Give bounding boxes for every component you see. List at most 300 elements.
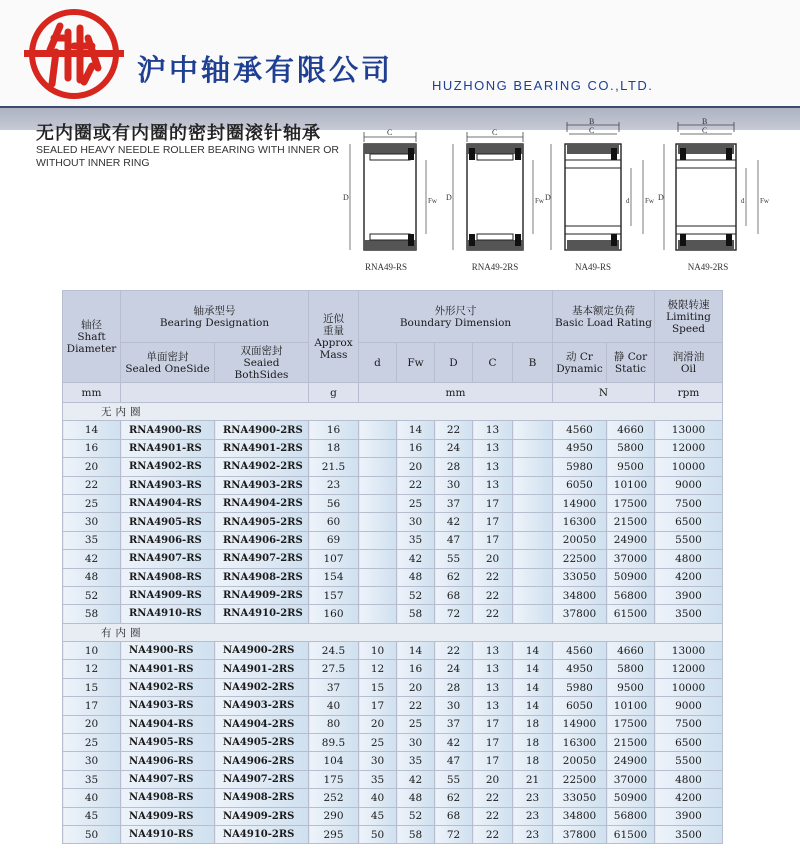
cell-dim-D: 47 [435,752,473,770]
cell-oil-speed: 5500 [655,531,723,549]
cell-dynamic-load: 5980 [553,678,607,696]
header-dynamic [553,343,607,383]
cell-static-load: 61500 [607,825,655,843]
header-boundary-en: Boundary Dimension [399,316,512,329]
cell-dim-c: 20 [473,550,513,568]
cell-dim-b [513,531,553,549]
cell-dim-b: 18 [513,734,553,752]
cell-dim-D: 62 [435,568,473,586]
cell-mass: 252 [309,789,359,807]
cell-mass: 157 [309,586,359,604]
cell-dim-D: 72 [435,605,473,623]
cell-oil-speed: 9000 [655,697,723,715]
table-row [63,421,723,439]
cell-double-seal-designation: NA4900-2RS [215,642,309,660]
cell-double-seal-designation: NA4908-2RS [215,789,309,807]
header-load-en: Basic Load Rating [554,316,653,329]
cell-dim-fw: 14 [397,421,435,439]
header-dim-D: D [435,343,473,383]
cell-shaft-diameter: 45 [63,807,121,825]
cell-dim-d [359,568,397,586]
cell-dim-c: 20 [473,770,513,788]
table-row [63,825,723,843]
cell-shaft-diameter: 35 [63,531,121,549]
cell-mass: 89.5 [309,734,359,752]
cell-dim-b [513,568,553,586]
cell-shaft-diameter: 17 [63,697,121,715]
header-speed [655,291,723,343]
cell-shaft-diameter: 25 [63,734,121,752]
cell-mass: 154 [309,568,359,586]
cell-mass: 104 [309,752,359,770]
cell-dim-fw: 52 [397,807,435,825]
cell-static-load: 37000 [607,550,655,568]
cell-mass: 160 [309,605,359,623]
cell-dim-fw: 42 [397,770,435,788]
cell-dim-D: 55 [435,770,473,788]
cell-dim-c: 13 [473,458,513,476]
cell-dynamic-load: 6050 [553,697,607,715]
cell-mass: 40 [309,697,359,715]
table-row [63,789,723,807]
table-row [63,660,723,678]
cell-shaft-diameter: 20 [63,715,121,733]
cell-dim-c: 13 [473,642,513,660]
cell-shaft-diameter: 15 [63,678,121,696]
cell-dim-b [513,494,553,512]
header-mass-cn1: 近似 [323,312,344,325]
cell-dynamic-load: 20050 [553,752,607,770]
cell-dynamic-load: 16300 [553,513,607,531]
spec-table-body [63,403,723,844]
company-name-cn: 沪中轴承有限公司 [137,53,394,87]
dim-b-label: B [702,117,708,126]
cell-static-load: 56800 [607,807,655,825]
cell-double-seal-designation: NA4904-2RS [215,715,309,733]
cell-dynamic-load: 22500 [553,550,607,568]
cell-single-seal-designation: RNA4908-RS [121,568,215,586]
header-shaft-en2: Diameter [66,342,117,355]
cell-dim-fw: 22 [397,476,435,494]
cell-dim-fw: 35 [397,531,435,549]
cell-oil-speed: 13000 [655,642,723,660]
cell-dim-D: 24 [435,660,473,678]
cell-mass: 290 [309,807,359,825]
cell-dim-d [359,605,397,623]
cell-oil-speed: 3500 [655,605,723,623]
cell-dim-b: 14 [513,678,553,696]
cell-dynamic-load: 14900 [553,494,607,512]
cell-dim-c: 22 [473,586,513,604]
cell-dynamic-load: 6050 [553,476,607,494]
cell-mass: 18 [309,439,359,457]
page-title-en: SEALED HEAVY NEEDLE ROLLER BEARING WITH INNER OR WITHOUT INNER RING [36,144,340,169]
cell-dim-fw: 14 [397,642,435,660]
cell-static-load: 4660 [607,421,655,439]
cell-mass: 24.5 [309,642,359,660]
cell-dim-c: 22 [473,568,513,586]
cell-dim-b [513,586,553,604]
cell-dim-d [359,439,397,457]
header-static-cn: 静 Cor [613,350,648,363]
header-mass-en2: Mass [319,348,348,361]
cell-mass: 37 [309,678,359,696]
cell-double-seal-designation: RNA4908-2RS [215,568,309,586]
cell-dim-D: 30 [435,697,473,715]
cell-dim-b: 14 [513,660,553,678]
cell-dim-D: 24 [435,439,473,457]
cell-double-seal-designation: NA4902-2RS [215,678,309,696]
cell-dim-d [359,458,397,476]
header-shaft-en1: Shaft [77,330,106,343]
cell-dim-d [359,550,397,568]
cell-oil-speed: 9000 [655,476,723,494]
cell-double-seal-designation: NA4906-2RS [215,752,309,770]
section-title: 无内圈 [63,403,723,421]
drawing-label: RNA49-2RS [471,262,519,272]
cell-double-seal-designation: RNA4903-2RS [215,476,309,494]
cell-oil-speed: 4200 [655,568,723,586]
cell-single-seal-designation: RNA4904-RS [121,494,215,512]
cell-static-load: 4660 [607,642,655,660]
cell-static-load: 5800 [607,660,655,678]
cell-double-seal-designation: RNA4909-2RS [215,586,309,604]
unit-mass: g [309,383,359,403]
company-logo [26,6,122,102]
header-oil-cn: 润滑油 [672,350,705,363]
cell-dim-D: 42 [435,513,473,531]
section-title: 有内圈 [63,623,723,641]
cell-oil-speed: 12000 [655,660,723,678]
cell-single-seal-designation: RNA4901-RS [121,439,215,457]
cell-double-seal-designation: RNA4900-2RS [215,421,309,439]
header-load [553,291,655,343]
cell-dim-d: 10 [359,642,397,660]
cell-single-seal-designation: NA4905-RS [121,734,215,752]
drawing-na49-rs [545,118,655,258]
page-header [0,0,800,108]
cell-dim-b: 23 [513,825,553,843]
dim-fw-label: Fw [645,197,654,205]
cell-dim-D: 30 [435,476,473,494]
cell-dynamic-load: 4560 [553,421,607,439]
cell-dim-D: 47 [435,531,473,549]
cell-shaft-diameter: 16 [63,439,121,457]
cell-mass: 107 [309,550,359,568]
cell-double-seal-designation: RNA4904-2RS [215,494,309,512]
header-mass-en1: Approx [314,336,353,349]
cell-static-load: 56800 [607,586,655,604]
drawing-label: NA49-RS [574,262,611,272]
cell-dynamic-load: 37800 [553,605,607,623]
header-dim-b: B [513,343,553,383]
cell-single-seal-designation: NA4908-RS [121,789,215,807]
drawing-label: NA49-2RS [687,262,729,272]
cell-oil-speed: 12000 [655,439,723,457]
cell-static-load: 50900 [607,789,655,807]
cell-single-seal-designation: NA4901-RS [121,660,215,678]
header-oil [655,343,723,383]
dim-c-label: C [387,128,393,137]
cell-static-load: 50900 [607,568,655,586]
cell-dim-D: 37 [435,494,473,512]
cell-shaft-diameter: 42 [63,550,121,568]
cell-dim-fw: 25 [397,715,435,733]
cell-dim-c: 17 [473,531,513,549]
header-dim-c: C [473,343,513,383]
cell-dim-D: 62 [435,789,473,807]
cell-static-load: 21500 [607,734,655,752]
cell-oil-speed: 3900 [655,807,723,825]
cell-oil-speed: 3900 [655,586,723,604]
cell-dim-b [513,421,553,439]
dim-d-outer-label: D [343,193,349,202]
table-row [63,439,723,457]
page-title-cn: 无内圈或有内圈的密封圈滚针轴承 [36,123,321,144]
unit-dimension: mm [359,383,553,403]
cell-dynamic-load: 37800 [553,825,607,843]
table-row [63,476,723,494]
cell-dim-fw: 20 [397,678,435,696]
header-dynamic-en: Dynamic [556,362,603,375]
cell-dim-d: 35 [359,770,397,788]
cell-dim-c: 13 [473,697,513,715]
cell-single-seal-designation: RNA4909-RS [121,586,215,604]
cell-dim-D: 28 [435,678,473,696]
table-row [63,678,723,696]
cell-dim-D: 68 [435,586,473,604]
table-row [63,752,723,770]
header-boundary-cn: 外形尺寸 [434,304,477,317]
cell-dim-b: 14 [513,642,553,660]
dim-b-label: B [589,117,595,126]
cell-shaft-diameter: 52 [63,586,121,604]
cell-dim-D: 28 [435,458,473,476]
table-row [63,770,723,788]
cell-dim-d [359,586,397,604]
header-oil-en: Oil [680,362,697,375]
cell-dim-d [359,513,397,531]
header-shaft-cn: 轴径 [81,318,102,331]
cell-dim-c: 13 [473,421,513,439]
cell-dim-b [513,550,553,568]
cell-dynamic-load: 34800 [553,807,607,825]
cell-mass: 295 [309,825,359,843]
cell-dim-c: 22 [473,605,513,623]
header-dim-fw: Fw [397,343,435,383]
company-name-en: HUZHONG BEARING CO.,LTD. [432,78,654,93]
cell-oil-speed: 4800 [655,550,723,568]
header-dim-d: d [359,343,397,383]
header-double-seal-en: Seaied BothSides [234,356,289,381]
cell-dynamic-load: 5980 [553,458,607,476]
cell-double-seal-designation: RNA4902-2RS [215,458,309,476]
table-row [63,586,723,604]
cell-dim-d: 25 [359,734,397,752]
header-double-seal [215,343,309,383]
cell-single-seal-designation: NA4903-RS [121,697,215,715]
header-load-cn: 基本额定负荷 [572,304,635,317]
cell-dim-b: 18 [513,715,553,733]
cell-dim-fw: 35 [397,752,435,770]
dim-d-outer-label: D [658,193,664,202]
cell-single-seal-designation: NA4910-RS [121,825,215,843]
cell-dim-D: 72 [435,825,473,843]
dim-fw-label: Fw [535,197,544,205]
table-row [63,531,723,549]
cell-dim-D: 55 [435,550,473,568]
cell-static-load: 17500 [607,494,655,512]
table-row [63,605,723,623]
cell-dim-d [359,494,397,512]
cell-shaft-diameter: 25 [63,494,121,512]
cell-dim-d: 15 [359,678,397,696]
cell-dim-b [513,476,553,494]
dim-fw-label: Fw [428,197,437,205]
cell-dim-d: 20 [359,715,397,733]
drawing-rna49-rs [340,128,440,258]
cell-dim-d: 17 [359,697,397,715]
cell-oil-speed: 10000 [655,678,723,696]
table-row [63,494,723,512]
cell-mass: 16 [309,421,359,439]
cell-dim-c: 22 [473,825,513,843]
cell-double-seal-designation: RNA4906-2RS [215,531,309,549]
header-single-seal-en: Sealed OneSide [125,362,210,375]
cell-shaft-diameter: 20 [63,458,121,476]
cell-dim-D: 22 [435,642,473,660]
cell-single-seal-designation: NA4904-RS [121,715,215,733]
unit-speed: rpm [655,383,723,403]
cell-static-load: 9500 [607,458,655,476]
cell-oil-speed: 13000 [655,421,723,439]
cell-dim-fw: 48 [397,789,435,807]
header-speed-en1: Limiting [666,310,711,323]
cell-dim-d: 12 [359,660,397,678]
cell-dynamic-load: 20050 [553,531,607,549]
dim-d-inner-label: d [626,197,630,205]
cell-static-load: 17500 [607,715,655,733]
cell-single-seal-designation: RNA4906-RS [121,531,215,549]
cell-single-seal-designation: NA4906-RS [121,752,215,770]
drawing-rna49-2rs [445,128,545,258]
cell-dim-d [359,531,397,549]
header-single-seal [121,343,215,383]
cell-dim-fw: 48 [397,568,435,586]
cell-dim-fw: 58 [397,605,435,623]
cell-dim-fw: 30 [397,513,435,531]
cell-static-load: 10100 [607,697,655,715]
cell-dim-c: 17 [473,513,513,531]
cell-double-seal-designation: RNA4910-2RS [215,605,309,623]
cell-static-load: 21500 [607,513,655,531]
cell-dim-fw: 42 [397,550,435,568]
cell-dim-c: 22 [473,789,513,807]
cell-shaft-diameter: 40 [63,789,121,807]
cell-dim-c: 13 [473,476,513,494]
drawing-na49-2rs [660,118,770,258]
cell-single-seal-designation: NA4900-RS [121,642,215,660]
cell-static-load: 9500 [607,678,655,696]
cell-dim-fw: 25 [397,494,435,512]
cell-dynamic-load: 33050 [553,568,607,586]
dim-d-outer-label: D [446,193,452,202]
cell-double-seal-designation: RNA4905-2RS [215,513,309,531]
cell-oil-speed: 6500 [655,734,723,752]
dim-d-inner-label: d [741,197,745,205]
cell-dim-b [513,513,553,531]
cell-mass: 21.5 [309,458,359,476]
cell-dim-D: 68 [435,807,473,825]
dim-c-label: C [589,126,595,135]
cell-mass: 175 [309,770,359,788]
cell-dim-d [359,476,397,494]
cell-shaft-diameter: 50 [63,825,121,843]
cell-dim-b: 23 [513,789,553,807]
cell-dynamic-load: 14900 [553,715,607,733]
cell-double-seal-designation: RNA4907-2RS [215,550,309,568]
bearing-spec-table [62,290,723,844]
cell-single-seal-designation: RNA4910-RS [121,605,215,623]
cell-dim-c: 13 [473,660,513,678]
unit-designation [121,383,309,403]
cell-oil-speed: 10000 [655,458,723,476]
cell-dim-c: 13 [473,678,513,696]
cell-dim-D: 37 [435,715,473,733]
header-designation-en: Bearing Designation [159,316,270,329]
dim-c-label: C [492,128,498,137]
section-header-row [63,403,723,421]
cell-dim-c: 17 [473,715,513,733]
cell-shaft-diameter: 10 [63,642,121,660]
header-static-en: Static [614,362,647,375]
cell-dim-b [513,605,553,623]
cell-static-load: 61500 [607,605,655,623]
cell-double-seal-designation: NA4905-2RS [215,734,309,752]
cell-dim-d: 50 [359,825,397,843]
cell-dynamic-load: 33050 [553,789,607,807]
cell-shaft-diameter: 30 [63,752,121,770]
cell-dim-c: 17 [473,752,513,770]
cell-dim-d: 45 [359,807,397,825]
cell-oil-speed: 6500 [655,513,723,531]
cell-dim-fw: 22 [397,697,435,715]
cell-mass: 27.5 [309,660,359,678]
drawing-label: RNA49-RS [364,262,407,272]
cell-shaft-diameter: 22 [63,476,121,494]
cell-dim-fw: 16 [397,660,435,678]
cell-double-seal-designation: RNA4901-2RS [215,439,309,457]
cell-shaft-diameter: 48 [63,568,121,586]
dim-d-outer-label: D [545,193,551,202]
dim-fw-label: Fw [760,197,769,205]
cell-single-seal-designation: RNA4907-RS [121,550,215,568]
cell-dim-b: 14 [513,697,553,715]
cell-double-seal-designation: NA4901-2RS [215,660,309,678]
cell-single-seal-designation: NA4909-RS [121,807,215,825]
dim-c-label: C [702,126,708,135]
cell-shaft-diameter: 12 [63,660,121,678]
cell-single-seal-designation: RNA4903-RS [121,476,215,494]
cell-dim-d [359,421,397,439]
header-single-seal-cn: 单面密封 [146,350,189,363]
cell-shaft-diameter: 30 [63,513,121,531]
cell-oil-speed: 4800 [655,770,723,788]
cell-dim-b: 18 [513,752,553,770]
cell-mass: 80 [309,715,359,733]
header-mass [309,291,359,383]
cell-mass: 56 [309,494,359,512]
